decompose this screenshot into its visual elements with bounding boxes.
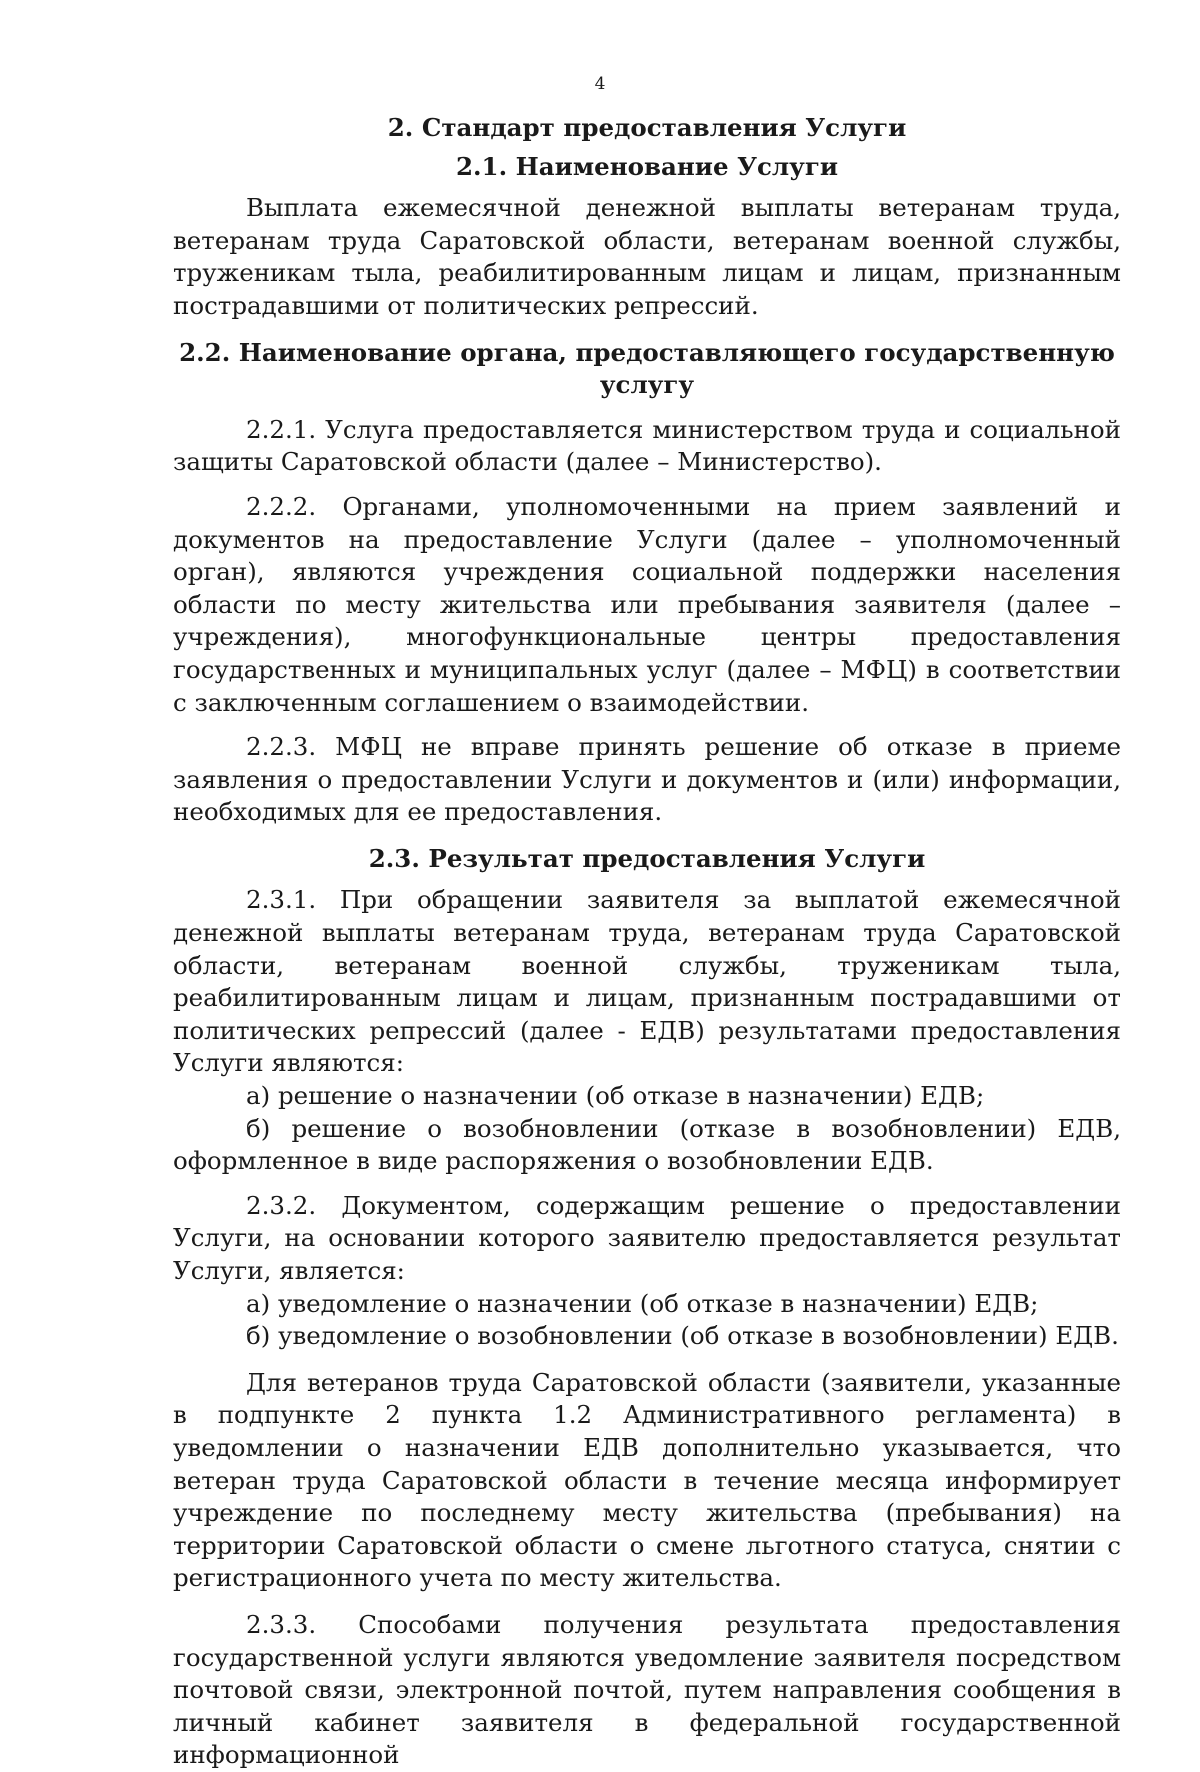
page-content: [173, 112, 1121, 1772]
paragraph-2-2-2: 2.2.2. Органами, уполномоченными на прием заявлений и документов на предоставление Услуги (далее – уполномоченный орган), являются учреждения социальной поддержки населения области по месту жительства или пребывания заявителя (далее – учреждения), многофункциональные центры предоставления государственных и муниципальных услуг (далее – МФЦ) в соответствии с заключенным соглашением о взаимодействии.: [173, 491, 1121, 717]
paragraph-2-2-3: 2.2.3. МФЦ не вправе принять решение об отказе в приеме заявления о предоставлении Услуги и документов и (или) информации, необходимых для ее предоставления.: [173, 732, 1121, 827]
paragraph-2-3-2: 2.3.2. Документом, содержащим решение о предоставлении Услуги, на основании которого заявителю предоставляется результат Услуги, является:: [173, 1190, 1121, 1285]
section-2-heading: 2. Стандарт предоставления Услуги: [387, 113, 907, 142]
list-item-2-3-2-a: а) уведомление о назначении (об отказе в назначении) ЕДВ;: [246, 1288, 1039, 1318]
paragraph-2-3-3: 2.3.3. Способами получения результата предоставления государственной услуги являются уведомление заявителя посредством почтовой связи, электронной почтой, путем направления сообщения в личный кабинет заявителя в федеральной государственной информационной: [173, 1609, 1121, 1770]
paragraph-2-3-2-note: Для ветеранов труда Саратовской области (заявители, указанные в подпункте 2 пункта 1.2 Административного регламента) в уведомлении о назначении ЕДВ дополнительно указывается, что ветеран труда Саратовской области в течение месяца информирует учреждение по последнему месту жительства (пребывания) на территории Саратовской области о смене льготного статуса, снятии с регистрационного учета по месту жительства.: [173, 1367, 1121, 1593]
paragraph-2-3-1: 2.3.1. При обращении заявителя за выплатой ежемесячной денежной выплаты ветеранам труда, ветеранам труда Саратовской области, ветеранам военной службы, труженикам тыла, реабилитированным лицам и лицам, признанным пострадавшими от политических репрессий (далее - ЕДВ) результатами предоставления Услуги являются:: [173, 885, 1121, 1078]
list-item-2-3-1-b: б) решение о возобновлении (отказе в возобновлении) ЕДВ, оформленное в виде распоряжения о возобновлении ЕДВ.: [173, 1113, 1121, 1176]
section-2-1-text: Выплата ежемесячной денежной выплаты ветеранам труда, ветеранам труда Саратовской области, ветеранам военной службы, труженикам тыла, реабилитированным лицам и лицам, признанным пострадавшими от политических репрессий.: [173, 193, 1121, 320]
section-2-3-heading: 2.3. Результат предоставления Услуги: [368, 843, 926, 873]
list-item-2-3-2-b: б) уведомление о возобновлении (об отказе в возобновлении) ЕДВ.: [246, 1321, 1119, 1351]
page-number: 4: [594, 74, 606, 94]
section-2-1-heading: 2.1. Наименование Услуги: [455, 151, 839, 181]
list-item-2-3-1-a: а) решение о назначении (об отказе в назначении) ЕДВ;: [246, 1081, 985, 1111]
section-2-2-heading: 2.2. Наименование органа, предоставляющего государственную услугу: [179, 337, 1115, 400]
paragraph-2-2-1: 2.2.1. Услуга предоставляется министерством труда и социальной защиты Саратовской области (далее – Министерство).: [173, 414, 1121, 477]
